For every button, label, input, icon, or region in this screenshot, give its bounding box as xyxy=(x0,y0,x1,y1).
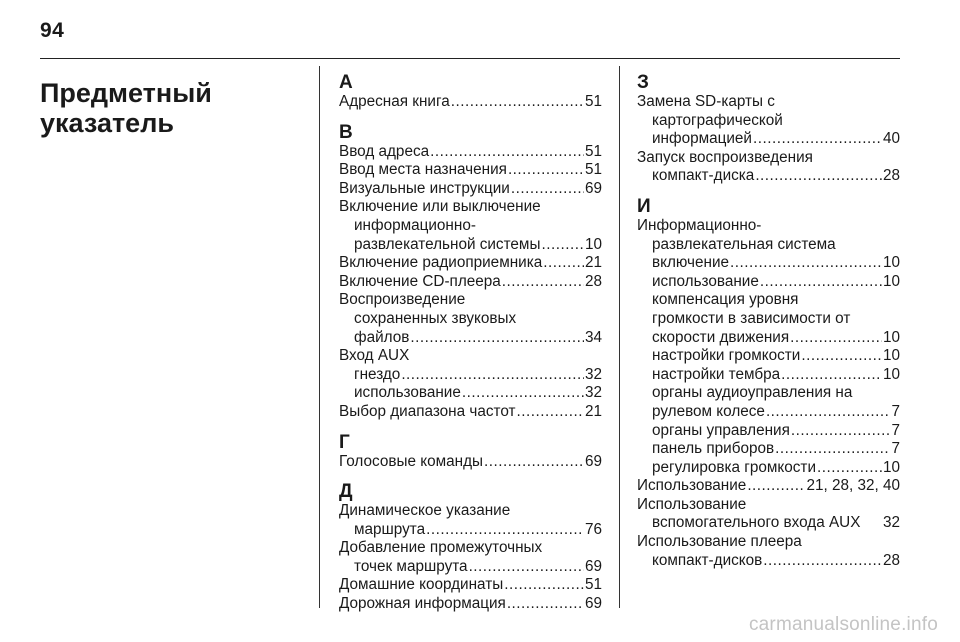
index-entry-text: файлов xyxy=(354,328,410,346)
index-entry xyxy=(637,496,900,533)
index-entry xyxy=(339,595,602,614)
index-letter-heading: В xyxy=(339,121,353,143)
index-subentry xyxy=(637,422,900,441)
index-subentry xyxy=(339,384,602,403)
page-reference: 34 xyxy=(584,328,602,346)
leader-dots xyxy=(502,273,584,292)
index-entry xyxy=(339,161,602,180)
leader-dots xyxy=(790,329,882,348)
index-title-line-2: указатель xyxy=(40,108,174,138)
column-divider-left xyxy=(319,66,320,608)
leader-dots xyxy=(775,440,890,459)
index-entry-text: компакт-дисков xyxy=(652,551,763,569)
index-entry-text: использование xyxy=(652,272,759,290)
index-subentry xyxy=(637,347,900,366)
index-entry-text: Использование xyxy=(637,477,747,495)
leader-dots xyxy=(517,403,584,422)
page-reference: 7 xyxy=(891,440,900,458)
index-entry-text: Замена SD-карты с xyxy=(637,93,775,110)
index-entry xyxy=(339,254,602,273)
index-entry xyxy=(339,502,602,539)
index-entry-text: громкости в зависимости от xyxy=(652,309,851,327)
index-entry xyxy=(339,576,602,595)
index-entry-text: Ввод места назначения xyxy=(339,161,507,179)
index-entry-text: информацией xyxy=(652,130,752,148)
leader-dots xyxy=(543,254,584,273)
page-reference: 40 xyxy=(882,130,900,148)
index-entry-text: Использование плеера xyxy=(637,533,802,551)
index-entry-text: регулировка громкости xyxy=(652,458,816,476)
index-entry-text: картографической xyxy=(652,111,783,129)
index-entry xyxy=(339,403,602,422)
page-reference: 69 xyxy=(584,595,602,613)
page-reference: 21, 28, 32, 40 xyxy=(806,477,900,495)
index-letter-heading: И xyxy=(637,195,651,217)
index-subentry xyxy=(637,254,900,273)
page-reference: 10 xyxy=(882,347,900,365)
leader-dots xyxy=(426,521,584,540)
leader-dots xyxy=(541,236,584,255)
page-reference: 51 xyxy=(584,142,602,160)
index-entry-text: Динамическое указание xyxy=(339,502,511,520)
leader-dots xyxy=(791,422,891,441)
index-entry-text: рулевом колесе xyxy=(652,402,765,420)
index-title-line-1: Предметный xyxy=(40,78,212,108)
index-entry-text: развлекательной системы xyxy=(354,235,541,253)
page-reference: 10 xyxy=(882,365,900,383)
leader-dots xyxy=(462,384,584,403)
page-reference: 10 xyxy=(584,235,602,253)
page-number: 94 xyxy=(40,19,65,42)
page-reference: 10 xyxy=(882,254,900,272)
index-entry-text: Вход AUX xyxy=(339,347,410,365)
leader-dots xyxy=(730,254,882,273)
index-entry-text: настройки тембра xyxy=(652,365,781,383)
index-column-1 xyxy=(339,72,602,614)
page-reference: 32 xyxy=(584,365,602,383)
page-reference: 69 xyxy=(584,179,602,197)
index-subentry xyxy=(637,273,900,292)
index-entry xyxy=(637,149,900,186)
leader-dots xyxy=(451,93,584,112)
index-column-2 xyxy=(637,72,900,570)
page-reference: 51 xyxy=(584,93,602,110)
leader-dots xyxy=(760,273,882,292)
page-reference: 51 xyxy=(584,576,602,594)
index-entry-text: Использование xyxy=(637,495,747,513)
index-entry-text: Запуск воспроизведения xyxy=(637,148,813,166)
index-letter-heading: А xyxy=(339,72,353,93)
leader-dots xyxy=(511,180,584,199)
index-entry xyxy=(339,143,602,162)
page-reference: 69 xyxy=(584,557,602,575)
index-entry-text: развлекательная система xyxy=(652,235,836,253)
index-entry-text: скорости движения xyxy=(652,328,790,346)
index-entry-text: гнездо xyxy=(354,365,401,383)
index-entry xyxy=(339,93,602,112)
index-entry-text: Добавление промежуточных xyxy=(339,539,543,557)
leader-dots xyxy=(817,459,882,478)
index-entry-text: Дорожная информация xyxy=(339,595,506,613)
page-reference: 21 xyxy=(584,254,602,272)
index-entry xyxy=(339,347,602,366)
index-subentry xyxy=(637,459,900,478)
index-entry-text: маршрута xyxy=(354,520,426,538)
page-reference: 7 xyxy=(891,421,900,439)
index-entry-text: органы аудиоуправления на xyxy=(652,384,853,402)
leader-dots xyxy=(766,403,891,422)
index-letter-heading: Д xyxy=(339,481,353,503)
leader-dots xyxy=(504,576,584,595)
index-subentry xyxy=(637,440,900,459)
index-entry xyxy=(637,217,900,254)
index-entry xyxy=(637,477,900,496)
index-entry-text: Домашние координаты xyxy=(339,576,504,594)
index-entry-text: информационно- xyxy=(354,216,476,234)
leader-dots xyxy=(469,558,584,577)
page-reference: 28 xyxy=(584,272,602,290)
index-entry xyxy=(339,180,602,199)
index-entry-text: настройки громкости xyxy=(652,347,801,365)
page-reference: 10 xyxy=(882,458,900,476)
index-entry-text: использование xyxy=(354,384,461,402)
page-reference: 69 xyxy=(584,452,602,470)
leader-dots xyxy=(484,453,584,472)
index-entry-text: включение xyxy=(652,254,730,272)
leader-dots xyxy=(410,329,584,348)
index-entry-text: Информационно- xyxy=(637,216,762,234)
index-subentry xyxy=(637,366,900,385)
index-entry-text: компакт-диска xyxy=(652,167,755,185)
leader-dots xyxy=(430,143,584,162)
page-reference: 21 xyxy=(584,402,602,420)
index-entry xyxy=(339,453,602,472)
index-letter-heading: Г xyxy=(339,431,350,453)
page-reference: 32 xyxy=(882,514,900,532)
page-reference: 32 xyxy=(584,384,602,402)
index-entry xyxy=(637,93,900,149)
page-reference: 10 xyxy=(882,328,900,346)
index-entry-text: сохраненных звуковых xyxy=(354,309,517,327)
header-rule xyxy=(40,58,900,59)
index-entry-text: вспомогательного входа AUX xyxy=(652,514,861,532)
index-entry-text: Включение или выключение xyxy=(339,198,541,216)
index-entry xyxy=(339,273,602,292)
page-reference: 76 xyxy=(584,520,602,538)
leader-dots xyxy=(747,477,805,496)
watermark: carmanualsonline.info xyxy=(748,614,938,635)
index-entry-text: панель приборов xyxy=(652,440,775,458)
leader-dots xyxy=(801,347,882,366)
index-letter-heading: З xyxy=(637,72,649,93)
index-entry-text: Выбор диапазона частот xyxy=(339,402,516,420)
index-entry-text: Голосовые команды xyxy=(339,452,484,470)
leader-dots xyxy=(755,167,882,186)
index-entry xyxy=(637,533,900,570)
index-entry-text: точек маршрута xyxy=(354,557,468,575)
leader-dots xyxy=(507,595,584,614)
index-subentry xyxy=(637,291,900,347)
index-subentry xyxy=(339,366,602,385)
index-entry-text: Адресная книга xyxy=(339,93,450,110)
column-divider-right xyxy=(619,66,620,608)
page-reference: 7 xyxy=(891,402,900,420)
index-entry xyxy=(339,539,602,576)
index-title xyxy=(40,78,300,138)
index-entry-text: Визуальные инструкции xyxy=(339,179,510,197)
leader-dots xyxy=(763,552,882,571)
page-reference: 10 xyxy=(882,272,900,290)
index-entry-text: органы управления xyxy=(652,421,790,439)
index-entry-text: компенсация уровня xyxy=(652,291,799,309)
leader-dots xyxy=(753,130,882,149)
page-reference: 51 xyxy=(584,161,602,179)
leader-dots xyxy=(781,366,882,385)
page-reference: 28 xyxy=(882,167,900,185)
leader-dots xyxy=(401,366,584,385)
index-entry-text: Ввод адреса xyxy=(339,142,430,160)
index-subentry xyxy=(637,384,900,421)
page-reference: 28 xyxy=(882,551,900,569)
index-entry-text: Включение CD-плеера xyxy=(339,272,501,290)
index-entry xyxy=(339,291,602,347)
leader-dots xyxy=(508,161,584,180)
index-entry-text: Включение радиоприемника xyxy=(339,254,543,272)
index-entry xyxy=(339,198,602,254)
index-entry-text: Воспроизведение xyxy=(339,291,466,309)
